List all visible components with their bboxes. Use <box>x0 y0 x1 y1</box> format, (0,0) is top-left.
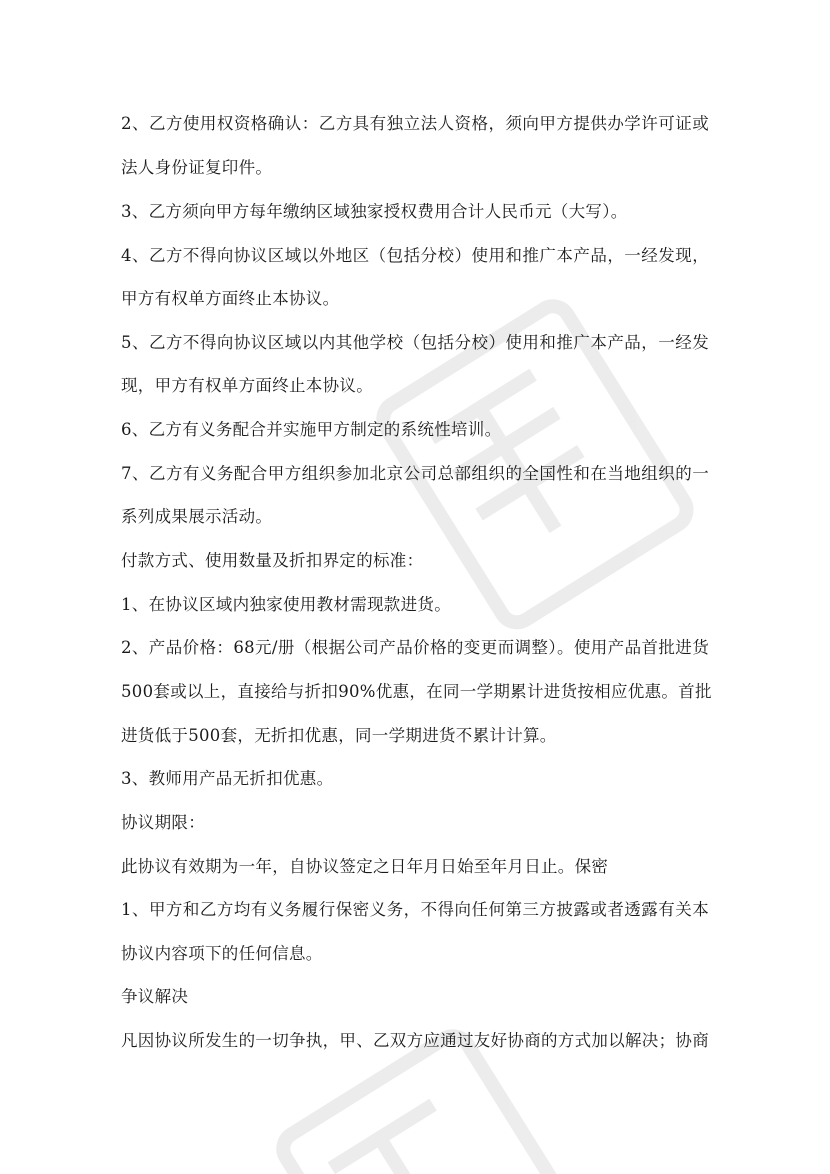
section-heading: 付款方式、使用数量及折扣界定的标准： <box>121 551 424 570</box>
text-line: 2、乙方使用权资格确认：乙方具有独立法人资格，须向甲方提供办学许可证或 <box>121 114 709 133</box>
text-line: 3、乙方须向甲方每年缴纳区域独家授权费用合计人民币元（大写）。 <box>121 202 628 221</box>
text-line: 法人身份证复印件。 <box>121 158 273 177</box>
text-line: 此协议有效期为一年，自协议签定之日年月日始至年月日止。保密 <box>121 857 609 876</box>
text-line: 6、乙方有义务配合并实施甲方制定的系统性培训。 <box>121 420 502 439</box>
text-line: 2、产品价格：68元/册（根据公司产品价格的变更而调整）。使用产品首批进货 <box>121 638 709 657</box>
text-line: 协议内容项下的任何信息。 <box>121 944 323 963</box>
text-line: 系列成果展示活动。 <box>121 507 273 526</box>
section-heading: 争议解决 <box>121 987 189 1006</box>
text-line: 1、在协议区域内独家使用教材需现款进货。 <box>121 595 451 614</box>
text-line: 甲方有权单方面终止本协议。 <box>121 289 340 308</box>
text-line: 1、甲方和乙方均有义务履行保密义务，不得向任何第三方披露或者透露有关本 <box>121 900 709 919</box>
text-line: 5、乙方不得向协议区域以内其他学校（包括分校）使用和推广本产品，一经发 <box>121 333 709 352</box>
section-heading: 协议期限： <box>121 813 205 832</box>
text-line: 500套或以上，直接给与折扣90%优惠，在同一学期累计进货按相应优惠。首批 <box>121 682 712 701</box>
text-line: 7、乙方有义务配合甲方组织参加北京公司总部组织的全国性和在当地组织的一 <box>121 464 709 483</box>
text-line: 3、教师用产品无折扣优惠。 <box>121 769 334 788</box>
text-line: 凡因协议所发生的一切争执，甲、乙双方应通过友好协商的方式加以解决；协商 <box>121 1031 709 1050</box>
text-line: 4、乙方不得向协议区域以外地区（包括分校）使用和推广本产品，一经发现， <box>121 246 709 265</box>
text-line: 进货低于500套，无折扣优惠，同一学期进货不累计计算。 <box>121 726 557 745</box>
text-line: 现，甲方有权单方面终止本协议。 <box>121 376 373 395</box>
